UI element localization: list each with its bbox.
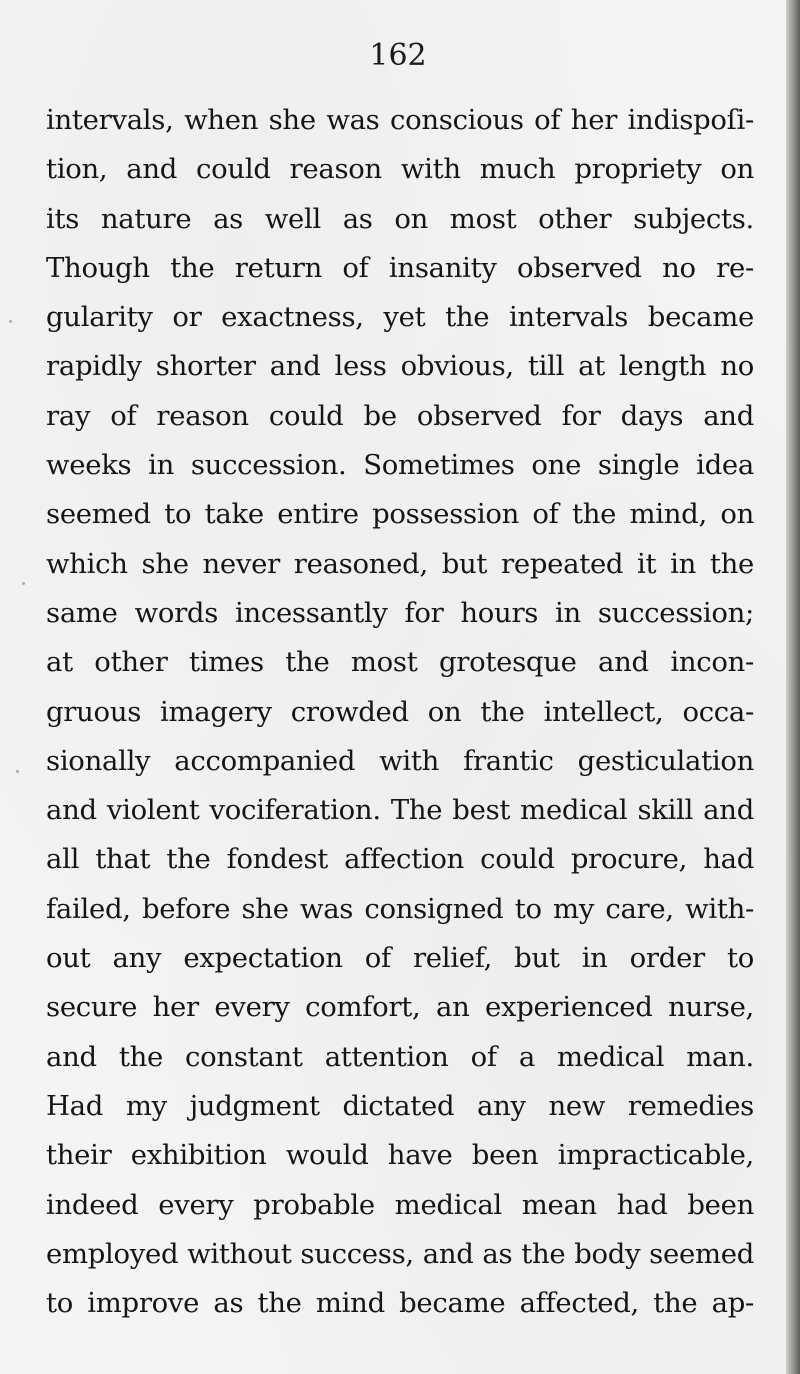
margin-speck	[9, 320, 12, 323]
text-line: gruous imagery crowded on the intellect, occa-	[46, 695, 754, 728]
text-line: seemed to take entire possession of the mind, on	[46, 498, 754, 531]
text-line: ray of reason could be observed for days and	[46, 399, 754, 432]
text-line: intervals, when she was conscious of her indispoſi-	[46, 104, 754, 136]
text-line: Though the return of insanity observed no re-	[46, 251, 754, 284]
text-line: which she never reasoned, but repeated it in the	[46, 547, 754, 580]
margin-speck	[22, 582, 25, 585]
page-body-text	[46, 96, 754, 1328]
text-line: failed, before she was consigned to my care, with-	[46, 892, 754, 925]
text-line: indeed every probable medical mean had been	[46, 1188, 754, 1221]
text-line: at other times the most grotesque and incon-	[46, 646, 754, 679]
text-line: and violent vociferation. The best medical skill and	[46, 794, 754, 827]
text-line: rapidly shorter and less obvious, till at length no	[46, 350, 754, 383]
text-line: tion, and could reason with much propriety on	[46, 153, 754, 186]
text-line: weeks in succession. Sometimes one single idea	[46, 449, 754, 482]
text-line: gularity or exactness, yet the intervals became	[46, 301, 754, 334]
page-edge-shadow	[786, 0, 800, 1374]
text-line: to improve as the mind became affected, the ap-	[46, 1287, 754, 1320]
text-line: its nature as well as on most other subjects.	[46, 202, 754, 235]
text-line: employed without success, and as the body seemed	[46, 1237, 754, 1270]
text-line: all that the fondest affection could procure, had	[46, 843, 754, 876]
text-line: their exhibition would have been impracticable,	[46, 1139, 754, 1172]
text-line: out any expectation of relief, but in order to	[46, 942, 754, 975]
text-line: same words incessantly for hours in succession;	[46, 596, 754, 629]
text-line: sionally accompanied with frantic gesticulation	[46, 744, 754, 777]
text-line: Had my judgment dictated any new remedies	[46, 1089, 754, 1122]
text-line: and the constant attention of a medical man.	[46, 1040, 754, 1073]
margin-speck	[16, 770, 19, 773]
page-number: 162	[369, 38, 427, 73]
text-line: secure her every comfort, an experienced nurse,	[46, 991, 754, 1024]
